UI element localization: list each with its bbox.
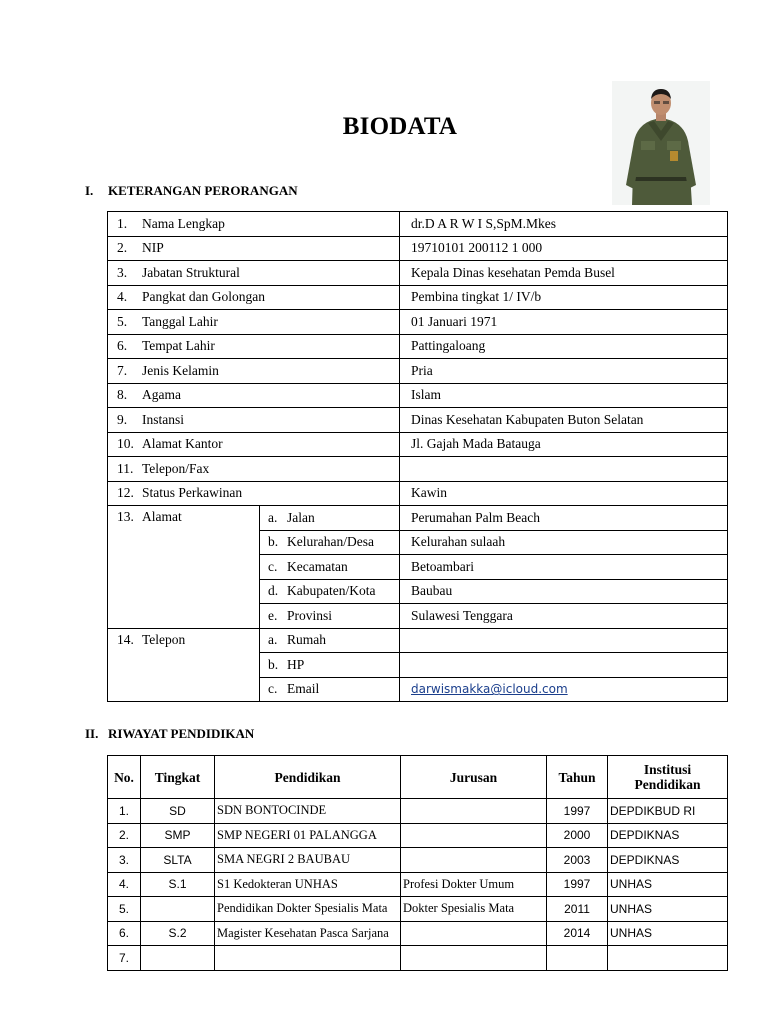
- edu-pendidikan: [215, 946, 401, 971]
- info-label-cell: [108, 359, 400, 384]
- sub-label: HP: [287, 656, 305, 672]
- info-value: Pattingaloang: [400, 334, 728, 359]
- info-label: Pangkat dan Golongan: [142, 289, 265, 305]
- alamat-sub-label-cell: [260, 506, 400, 531]
- info-number: 12.: [117, 485, 134, 501]
- edu-institusi: UNHAS: [608, 872, 728, 897]
- info-value: [400, 457, 728, 482]
- info-label-cell: [108, 383, 400, 408]
- info-number: 3.: [117, 264, 128, 280]
- info-label: Nama Lengkap: [142, 215, 225, 231]
- section-1-number: I.: [85, 183, 94, 198]
- edu-no: 7.: [108, 946, 141, 971]
- alamat-value-cell: [400, 555, 728, 580]
- info-number: 10.: [117, 436, 134, 452]
- info-label-cell: [108, 457, 400, 482]
- info-row: [108, 310, 728, 335]
- edu-pendidikan: Pendidikan Dokter Spesialis Mata: [215, 897, 401, 922]
- info-value: Pembina tingkat 1/ IV/b: [400, 285, 728, 310]
- sub-value: Betoambari: [411, 558, 474, 574]
- info-number: 9.: [117, 411, 128, 427]
- info-label-cell: [108, 481, 400, 506]
- info-row: [108, 261, 728, 286]
- info-label-cell: [108, 285, 400, 310]
- sub-letter: b.: [268, 656, 279, 672]
- edu-tahun: 2011: [547, 897, 608, 922]
- info-row: [108, 408, 728, 433]
- education-row: [108, 897, 728, 922]
- telepon-sub-label-cell: [260, 653, 400, 678]
- sub-label: Email: [287, 681, 320, 697]
- alamat-value-cell: [400, 579, 728, 604]
- info-value: Kawin: [400, 481, 728, 506]
- info-label: Instansi: [142, 411, 184, 427]
- alamat-sub-label-cell: [260, 555, 400, 580]
- alamat-label-cell: [108, 506, 260, 629]
- section-2-number: II.: [85, 726, 99, 741]
- info-label: Jabatan Struktural: [142, 264, 240, 280]
- telepon-value-cell: [400, 653, 728, 678]
- education-row: [108, 946, 728, 971]
- edu-no: 3.: [108, 848, 141, 873]
- telepon-value-cell: [400, 628, 728, 653]
- edu-no: 2.: [108, 823, 141, 848]
- section-1-title: KETERANGAN PERORANGAN: [108, 183, 298, 198]
- sub-value: Kelurahan sulaah: [411, 534, 506, 550]
- sub-value: Sulawesi Tenggara: [411, 607, 513, 623]
- telepon-sub-label-cell: [260, 628, 400, 653]
- edu-institusi: UNHAS: [608, 897, 728, 922]
- alamat-value-cell: [400, 604, 728, 629]
- info-row: [108, 334, 728, 359]
- edu-tingkat: S.2: [141, 921, 215, 946]
- sub-label: Rumah: [287, 632, 326, 648]
- alamat-label: Alamat: [142, 509, 182, 524]
- header-tingkat: Tingkat: [141, 756, 215, 799]
- edu-tingkat: SLTA: [141, 848, 215, 873]
- edu-no: 5.: [108, 897, 141, 922]
- info-number: 8.: [117, 387, 128, 403]
- edu-tahun: 2014: [547, 921, 608, 946]
- edu-tahun: 2000: [547, 823, 608, 848]
- info-label: Tanggal Lahir: [142, 313, 218, 329]
- info-row: [108, 212, 728, 237]
- sub-letter: b.: [268, 534, 279, 550]
- education-row: [108, 799, 728, 824]
- alamat-row: [108, 506, 728, 531]
- info-number: 14.: [117, 631, 134, 647]
- edu-pendidikan: SMA NEGRI 2 BAUBAU: [215, 848, 401, 873]
- edu-no: 6.: [108, 921, 141, 946]
- sub-value: Baubau: [411, 583, 453, 599]
- section-1-heading: [85, 183, 298, 199]
- edu-tahun: 1997: [547, 872, 608, 897]
- info-label-cell: [108, 432, 400, 457]
- edu-jurusan: [401, 848, 547, 873]
- document-title: BIODATA: [342, 113, 458, 140]
- edu-tingkat: S.1: [141, 872, 215, 897]
- info-number: 5.: [117, 313, 128, 329]
- sub-letter: e.: [268, 607, 278, 623]
- edu-tingkat: SD: [141, 799, 215, 824]
- edu-pendidikan: Magister Kesehatan Pasca Sarjana: [215, 921, 401, 946]
- telepon-sub-label-cell: [260, 677, 400, 702]
- edu-tahun: [547, 946, 608, 971]
- alamat-sub-label-cell: [260, 604, 400, 629]
- info-label: Tempat Lahir: [142, 338, 215, 354]
- edu-tahun: 1997: [547, 799, 608, 824]
- edu-no: 1.: [108, 799, 141, 824]
- edu-tingkat: [141, 946, 215, 971]
- sub-letter: a.: [268, 632, 278, 648]
- info-label: NIP: [142, 240, 164, 256]
- education-row: [108, 823, 728, 848]
- alamat-value-cell: [400, 506, 728, 531]
- info-value: Pria: [400, 359, 728, 384]
- info-label-cell: [108, 261, 400, 286]
- edu-jurusan: [401, 921, 547, 946]
- education-row: [108, 921, 728, 946]
- edu-tingkat: SMP: [141, 823, 215, 848]
- info-number: 6.: [117, 338, 128, 354]
- header-institusi-line1: Institusi: [643, 762, 692, 777]
- header-tahun: Tahun: [547, 756, 608, 799]
- edu-jurusan: [401, 799, 547, 824]
- email-link[interactable]: darwismakka@icloud.com: [411, 682, 568, 697]
- info-row: [108, 285, 728, 310]
- info-value: 19710101 200112 1 000: [400, 236, 728, 261]
- edu-no: 4.: [108, 872, 141, 897]
- info-row: [108, 481, 728, 506]
- info-number: 11.: [117, 460, 134, 476]
- sub-label: Kelurahan/Desa: [287, 534, 374, 550]
- edu-jurusan: [401, 946, 547, 971]
- edu-jurusan: [401, 823, 547, 848]
- info-label: Alamat Kantor: [142, 436, 223, 452]
- info-label: Telepon/Fax: [142, 460, 210, 476]
- sub-label: Provinsi: [287, 607, 333, 623]
- info-label-cell: [108, 212, 400, 237]
- edu-pendidikan: SDN BONTOCINDE: [215, 799, 401, 824]
- info-value: 01 Januari 1971: [400, 310, 728, 335]
- telepon-value-cell: [400, 677, 728, 702]
- education-row: [108, 848, 728, 873]
- info-number: 1.: [117, 215, 128, 231]
- edu-pendidikan: SMP NEGERI 01 PALANGGA: [215, 823, 401, 848]
- personal-info-table: [107, 211, 728, 702]
- info-number: 7.: [117, 362, 128, 378]
- info-value: Jl. Gajah Mada Batauga: [400, 432, 728, 457]
- edu-jurusan: Dokter Spesialis Mata: [401, 897, 547, 922]
- info-number: 4.: [117, 289, 128, 305]
- header-jurusan: Jurusan: [401, 756, 547, 799]
- info-label: Jenis Kelamin: [142, 362, 219, 378]
- telepon-label-cell: [108, 628, 260, 702]
- alamat-sub-label-cell: [260, 530, 400, 555]
- edu-institusi: [608, 946, 728, 971]
- header-institusi: [608, 756, 728, 799]
- sub-letter: d.: [268, 583, 279, 599]
- alamat-value-cell: [400, 530, 728, 555]
- info-value: dr.D A R W I S,SpM.Mkes: [400, 212, 728, 237]
- info-number: 13.: [117, 509, 134, 524]
- edu-institusi: DEPDIKBUD RI: [608, 799, 728, 824]
- info-row: [108, 383, 728, 408]
- edu-institusi: DEPDIKNAS: [608, 848, 728, 873]
- info-value: Dinas Kesehatan Kabupaten Buton Selatan: [400, 408, 728, 433]
- info-label: Agama: [142, 387, 181, 403]
- edu-pendidikan: S1 Kedokteran UNHAS: [215, 872, 401, 897]
- person-photo-icon: [612, 81, 710, 205]
- portrait-photo: [612, 81, 710, 205]
- header-institusi-line2: Pendidikan: [634, 777, 701, 792]
- header-pendidikan: Pendidikan: [215, 756, 401, 799]
- info-label-cell: [108, 310, 400, 335]
- info-row: [108, 432, 728, 457]
- info-value: Kepala Dinas kesehatan Pemda Busel: [400, 261, 728, 286]
- telepon-row: [108, 628, 728, 653]
- edu-institusi: UNHAS: [608, 921, 728, 946]
- header-no: No.: [108, 756, 141, 799]
- sub-label: Jalan: [287, 509, 315, 525]
- info-label: Status Perkawinan: [142, 485, 243, 501]
- info-label-cell: [108, 408, 400, 433]
- edu-tingkat: [141, 897, 215, 922]
- info-row: [108, 236, 728, 261]
- sub-letter: c.: [268, 558, 278, 574]
- sub-label: Kecamatan: [287, 558, 348, 574]
- edu-jurusan: Profesi Dokter Umum: [401, 872, 547, 897]
- info-row: [108, 359, 728, 384]
- education-table: [107, 755, 728, 971]
- info-label-cell: [108, 334, 400, 359]
- sub-value: Perumahan Palm Beach: [411, 509, 540, 525]
- info-row: [108, 457, 728, 482]
- edu-tahun: 2003: [547, 848, 608, 873]
- info-number: 2.: [117, 240, 128, 256]
- info-label-cell: [108, 236, 400, 261]
- sub-letter: c.: [268, 681, 278, 697]
- edu-institusi: DEPDIKNAS: [608, 823, 728, 848]
- telepon-label: Telepon: [142, 631, 186, 647]
- sub-letter: a.: [268, 509, 278, 525]
- sub-label: Kabupaten/Kota: [287, 583, 376, 599]
- education-row: [108, 872, 728, 897]
- alamat-sub-label-cell: [260, 579, 400, 604]
- info-value: Islam: [400, 383, 728, 408]
- section-2-title: RIWAYAT PENDIDIKAN: [108, 726, 255, 741]
- section-2-heading: [85, 726, 254, 742]
- education-header-row: [108, 756, 728, 799]
